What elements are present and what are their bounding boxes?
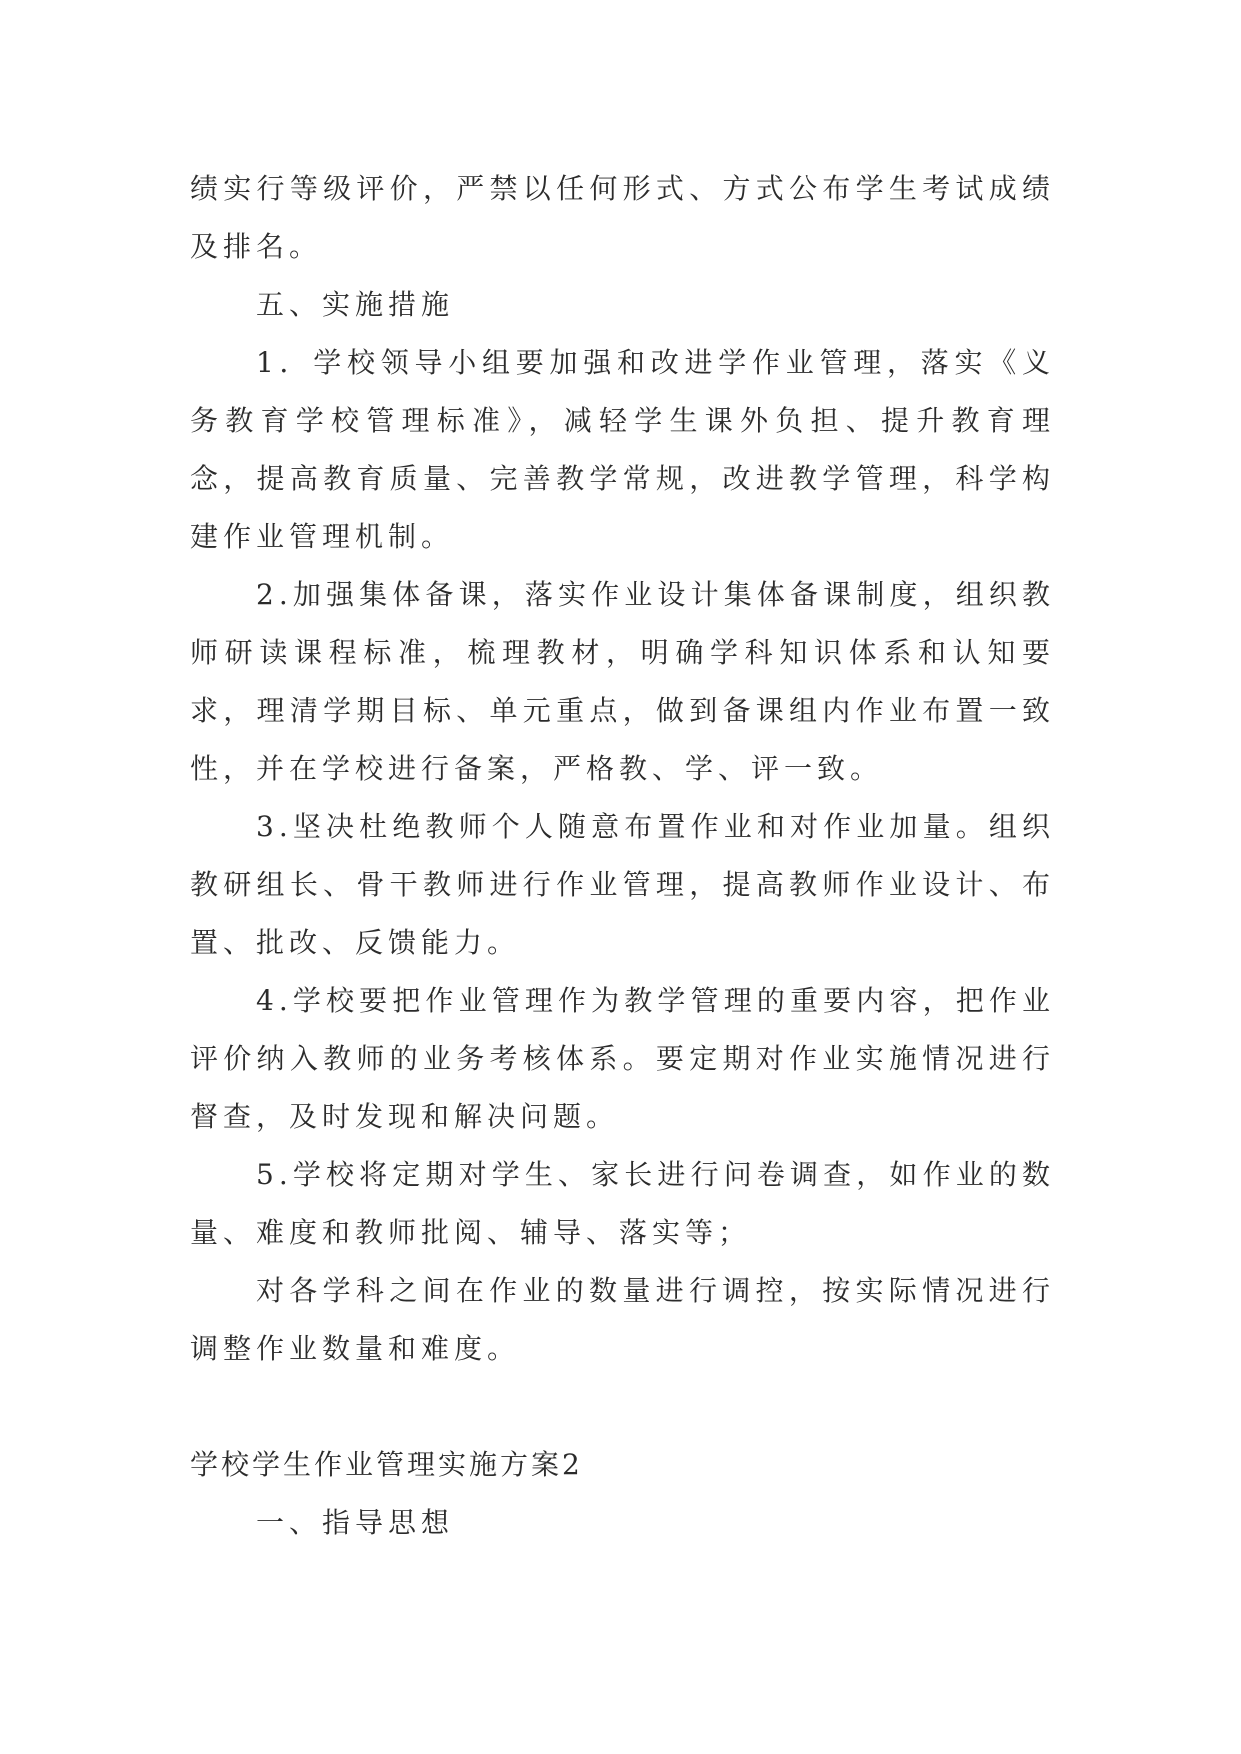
section-heading-guiding-ideology: 一、指导思想: [256, 1506, 455, 1539]
paragraph-measure-4: 4.学校要把作业管理作为教学管理的重要内容，把作业评价纳入教师的业务考核体系。要定期对作业实施情况进行督查，及时发现和解决问题。: [190, 984, 1055, 1133]
section-spacer: [190, 1378, 1055, 1436]
section-heading-implementation: 五、实施措施: [256, 288, 455, 321]
paragraph-continuation: 绩实行等级评价，严禁以任何形式、方式公布学生考试成绩及排名。: [190, 172, 1055, 263]
document-page: [190, 160, 1055, 1552]
document-title: 学校学生作业管理实施方案2: [190, 1448, 583, 1481]
paragraph-measure-5: 5.学校将定期对学生、家长进行问卷调查，如作业的数量、难度和教师批阅、辅导、落实等；: [190, 1158, 1055, 1249]
paragraph-measure-1: 1．学校领导小组要加强和改进学作业管理，落实《义务教育学校管理标准》，减轻学生课外负担、提升教育理念，提高教育质量、完善教学常规，改进教学管理，科学构建作业管理机制。: [190, 346, 1055, 553]
paragraph-measure-2: 2.加强集体备课，落实作业设计集体备课制度，组织教师研读课程标准，梳理教材，明确学科知识体系和认知要求，理清学期目标、单元重点，做到备课组内作业布置一致性，并在学校进行备案，严格教、学、评一致。: [190, 578, 1055, 785]
paragraph-adjustment: 对各学科之间在作业的数量进行调控，按实际情况进行调整作业数量和难度。: [190, 1274, 1055, 1365]
paragraph-measure-3: 3.坚决杜绝教师个人随意布置作业和对作业加量。组织教研组长、骨干教师进行作业管理，提高教师作业设计、布置、批改、反馈能力。: [190, 810, 1055, 959]
